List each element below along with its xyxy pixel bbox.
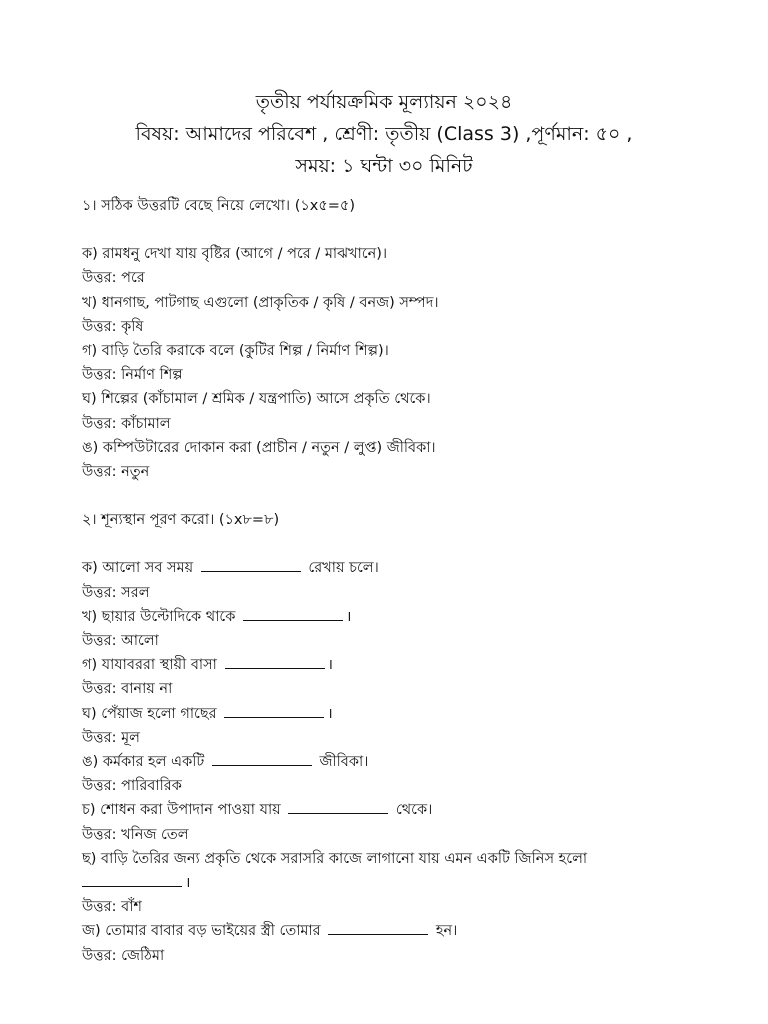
answer-item: উত্তর: আলো <box>82 633 159 650</box>
section-1-heading: ১। সঠিক উত্তরটি বেছে নিয়ে লেখো। (১x৫=৫) <box>82 198 355 214</box>
fill-blank-question <box>82 919 728 943</box>
section-1 <box>82 194 728 484</box>
fill-blank-question <box>82 702 728 726</box>
question-text: চ) শোধন করা উপাদান পাওয়া যায় <box>82 802 281 819</box>
answer-item: উত্তর: জেঠিমা <box>82 947 165 964</box>
question-item: গ) বাড়ি তৈরি করাকে বলে (কুটির শিল্প / নির্মাণ শিল্প)। <box>82 343 389 360</box>
blank-line <box>224 703 324 718</box>
question-text: খ) ছায়ার উল্টোদিকে থাকে <box>82 608 236 625</box>
question-item: ক) রামধনু দেখা যায় বৃষ্টির (আগে / পরে / মাঝখানে)। <box>82 246 388 263</box>
answer-item: উত্তর: সরল <box>82 584 150 601</box>
blank-line <box>82 872 182 887</box>
question-text: জ) তোমার বাবার বড় ভাইয়ের স্ত্রী তোমার <box>82 923 321 940</box>
section-2-heading: ২। শূন্যস্থান পূরণ করো। (১x৮=৮) <box>82 512 280 529</box>
blank-line <box>328 920 428 935</box>
section-2 <box>82 508 728 968</box>
answer-item: উত্তর: পারিবারিক <box>82 778 182 795</box>
question-text: ক) আলো সব সময় <box>82 560 194 577</box>
exam-time-line: সময়: ১ ঘন্টা ৩০ মিনিট <box>295 155 473 177</box>
answer-item: উত্তর: কাঁচামাল <box>82 415 171 432</box>
question-text: ছ) বাড়ি তৈরির জন্য প্রকৃতি থেকে সরাসরি কাজে লাগানো যায় এমন একটি জিনিস হলো <box>82 850 588 867</box>
fill-blank-question <box>82 750 728 774</box>
question-text: । <box>185 875 191 892</box>
answer-item: উত্তর: কৃষি <box>82 318 144 335</box>
blank-line <box>288 799 388 814</box>
question-item: ঙ) কম্পিউটারের দোকান করা (প্রাচীন / নতুন / লুপ্ত) জীবিকা। <box>82 439 436 456</box>
answer-item: উত্তর: নতুন <box>82 464 150 481</box>
answer-item: উত্তর: নির্মাণ শিল্প <box>82 367 183 384</box>
exam-subject-line: বিষয়: আমাদের পরিবেশ , শ্রেণী: তৃতীয় (Class 3) ,পূর্ণমান: ৫০ , <box>135 123 633 145</box>
answer-item: উত্তর: বানায় না <box>82 681 173 698</box>
question-text: । <box>327 705 333 722</box>
answer-item: উত্তর: খনিজ তেল <box>82 826 189 843</box>
answer-item: উত্তর: পরে <box>82 270 145 287</box>
question-text: । <box>346 608 352 625</box>
question-text: ঘ) পেঁয়াজ হলো গাছের <box>82 705 217 722</box>
question-text: রেখায় চলে। <box>308 560 379 577</box>
fill-blank-question <box>82 605 728 629</box>
question-text: হন। <box>435 923 458 940</box>
question-text: থেকে। <box>395 802 433 819</box>
exam-header <box>0 86 768 182</box>
question-text: গ) যাযাবররা স্থায়ী বাসা <box>82 657 217 674</box>
answer-item: উত্তর: বাঁশ <box>82 899 142 916</box>
question-text: । <box>327 657 333 674</box>
exam-content <box>82 194 728 968</box>
blank-line <box>225 654 325 669</box>
fill-blank-question <box>82 798 728 822</box>
question-item: ঘ) শিল্পের (কাঁচামাল / শ্রমিক / যন্ত্রপাতি) আসে প্রকৃতি থেকে। <box>82 391 431 408</box>
question-item: খ) ধানগাছ, পাটগাছ এগুলো (প্রাকৃতিক / কৃষি / বনজ) সম্পদ। <box>82 294 439 311</box>
question-text: ঙ) কর্মকার হল একটি <box>82 754 205 771</box>
fill-blank-question <box>82 556 728 580</box>
fill-blank-question <box>82 653 728 677</box>
blank-line <box>243 606 343 621</box>
question-text: জীবিকা। <box>319 754 369 771</box>
blank-line <box>212 751 312 766</box>
answer-item: উত্তর: মূল <box>82 729 140 746</box>
fill-blank-question <box>82 847 728 895</box>
exam-title: তৃতীয় পর্যায়ক্রমিক মূল্যায়ন ২০২৪ <box>255 91 513 113</box>
blank-line <box>201 557 301 572</box>
